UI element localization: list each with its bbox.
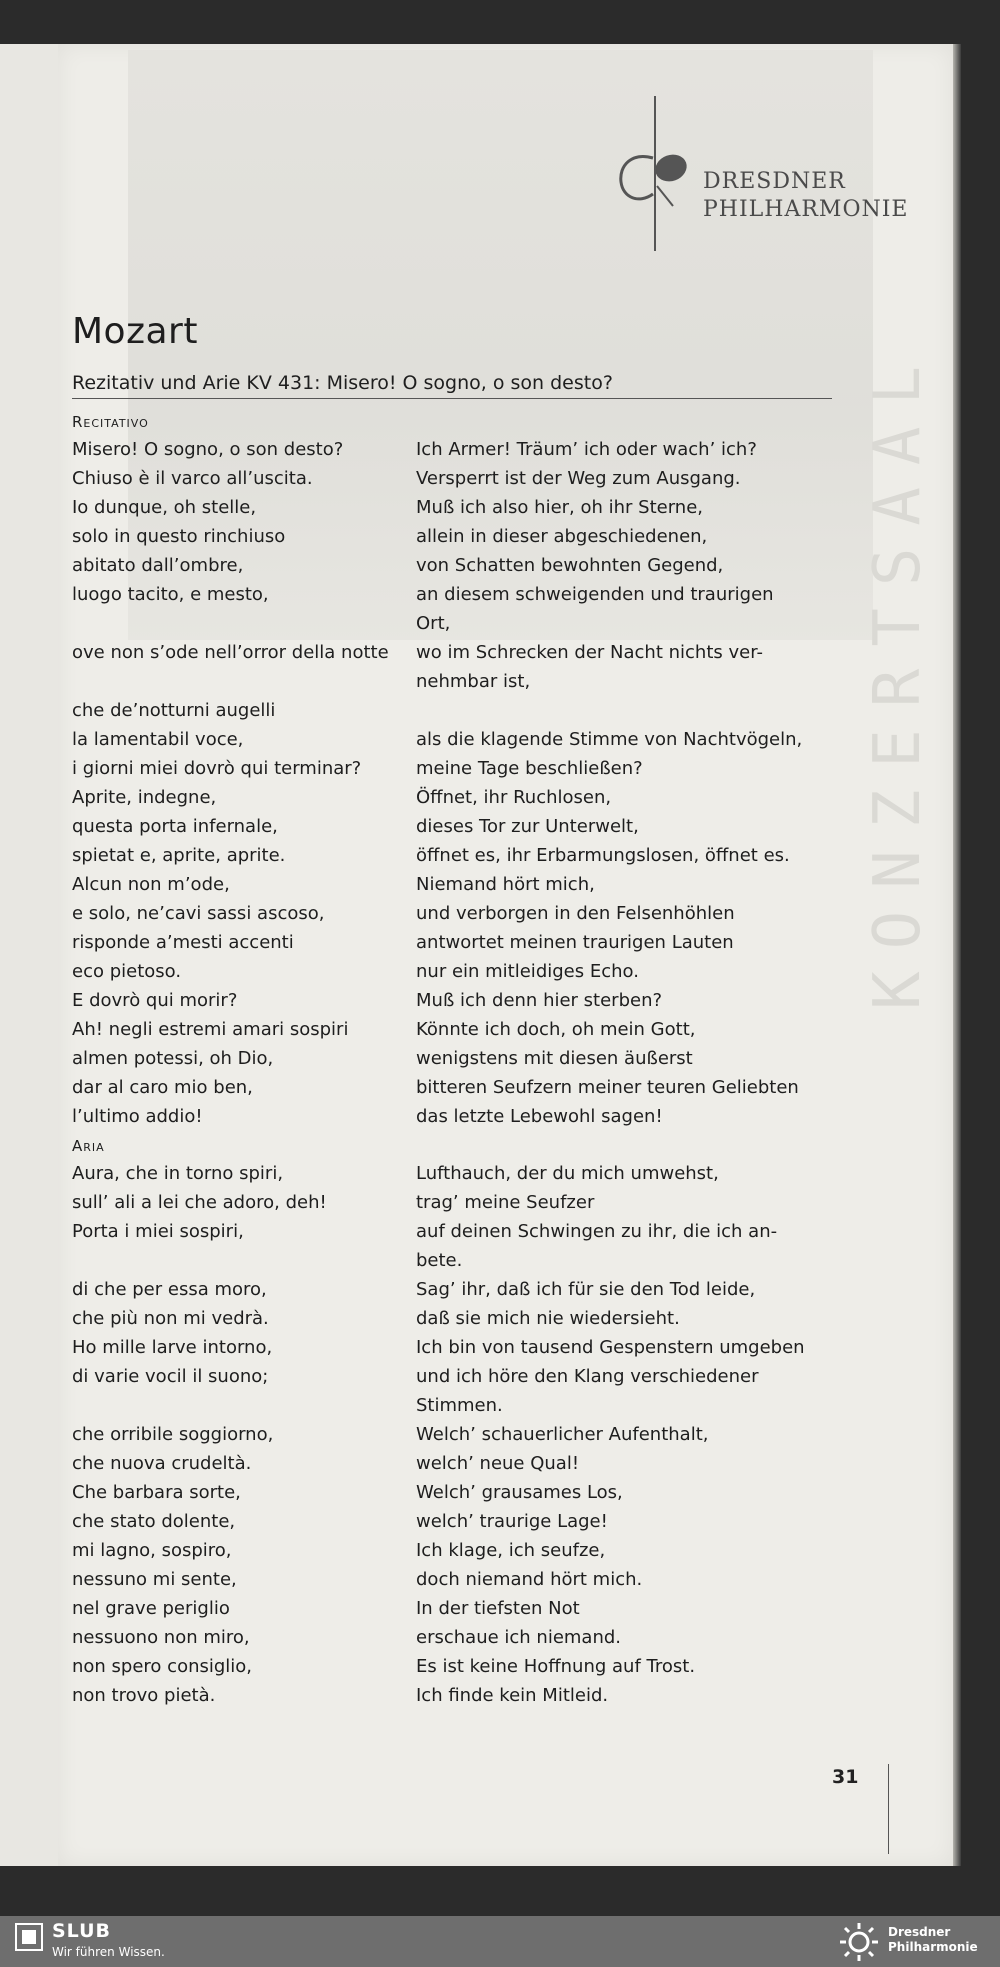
german-line: bete. [416, 1250, 463, 1271]
german-line: wo im Schrecken der Nacht nichts ver- [416, 642, 763, 663]
italian-line: Alcun non m’ode, [72, 874, 230, 895]
italian-line: mi lagno, sospiro, [72, 1540, 232, 1561]
recitativo-stanza [72, 696, 832, 1131]
german-line: welch’ traurige Lage! [416, 1511, 608, 1532]
italian-column [72, 435, 416, 638]
german-line: von Schatten bewohnten Gegend, [416, 555, 724, 576]
italian-line: eco pietoso. [72, 961, 182, 982]
page-number-rule [888, 1764, 889, 1854]
partner-sunburst-icon [838, 1921, 880, 1963]
recitativo-stanza [72, 435, 832, 638]
italian-line [72, 609, 416, 638]
german-line: Niemand hört mich, [416, 874, 595, 895]
italian-line: che più non mi vedrà. [72, 1308, 269, 1329]
aria-stanza [72, 1420, 832, 1710]
german-line: Muß ich also hier, oh ihr Sterne, [416, 497, 704, 518]
italian-column [72, 1420, 416, 1710]
italian-line: l’ultimo addio! [72, 1106, 203, 1127]
german-column [416, 1159, 832, 1275]
german-line: erschaue ich niemand. [416, 1627, 622, 1648]
section-label-recitativo: Recitativo [72, 413, 149, 431]
brand-line-1: DRESDNER [703, 169, 846, 194]
libretto-content [72, 310, 832, 1710]
italian-line [72, 667, 416, 696]
german-column [416, 638, 832, 696]
page-title: Mozart [72, 311, 198, 352]
german-line: Ich klage, ich seufze, [416, 1540, 606, 1561]
italian-line: Chiuso è il varco all’uscita. [72, 468, 313, 489]
italian-line: nel grave periglio [72, 1598, 230, 1619]
italian-line: risponde a’mesti accenti [72, 932, 294, 953]
german-line: als die klagende Stimme von Nachtvögeln, [416, 729, 803, 750]
italian-line: e solo, ne’cavi sassi ascoso, [72, 903, 325, 924]
viewer-footer-bar [0, 1916, 1000, 1967]
german-line: Welch’ schauerlicher Aufenthalt, [416, 1424, 709, 1445]
italian-column [72, 638, 416, 696]
italian-line: Porta i miei sospiri, [72, 1221, 244, 1242]
show-through-lettering: KONZERTSAAL [861, 344, 935, 1010]
german-line: öffnet es, ihr Erbarmungslosen, öffnet es. [416, 845, 790, 866]
italian-line: Ho mille larve intorno, [72, 1337, 273, 1358]
italian-column [72, 1275, 416, 1420]
german-line: Ich Armer! Träum’ ich oder wach’ ich? [416, 439, 757, 460]
german-line: auf deinen Schwingen zu ihr, die ich an- [416, 1221, 778, 1242]
italian-line: Misero! O sogno, o son desto? [72, 439, 344, 460]
italian-line: di varie vocil il suono; [72, 1366, 269, 1387]
italian-line: nessuono non miro, [72, 1627, 250, 1648]
german-line: Stimmen. [416, 1395, 503, 1416]
italian-line: spietat e, aprite, aprite. [72, 845, 286, 866]
italian-line: che nuova crudeltà. [72, 1453, 252, 1474]
german-line: bitteren Seufzern meiner teuren Geliebten [416, 1077, 799, 1098]
recitativo-text [72, 435, 832, 1131]
italian-line: i giorni miei dovrò qui terminar? [72, 758, 362, 779]
recitativo-stanza [72, 638, 832, 696]
german-line: und verborgen in den Felsenhöhlen [416, 903, 735, 924]
dresdner-philharmonie-logo [613, 86, 913, 256]
italian-line: ove non s’ode nell’orror della notte [72, 642, 389, 663]
partner-name-line-2: Philharmonie [888, 1940, 978, 1954]
german-line: Ich bin von tausend Gespenstern umgeben [416, 1337, 805, 1358]
italian-line: Che barbara sorte, [72, 1482, 241, 1503]
german-line: an diesem schweigenden und traurigen [416, 584, 774, 605]
german-line: antwortet meinen traurigen Lauten [416, 932, 734, 953]
library-name: SLUB [52, 1920, 112, 1942]
german-line: nur ein mitleidiges Echo. [416, 961, 639, 982]
italian-line [72, 1246, 416, 1275]
italian-line: questa porta infernale, [72, 816, 278, 837]
italian-line: sull’ ali a lei che adoro, deh! [72, 1192, 327, 1213]
philharmonie-mark-icon [613, 86, 693, 256]
italian-line: dar al caro mio ben, [72, 1077, 253, 1098]
german-line: doch niemand hört mich. [416, 1569, 643, 1590]
italian-column [72, 696, 416, 1131]
italian-line: che de’notturni augelli [72, 700, 276, 721]
italian-line: solo in questo rinchiuso [72, 526, 286, 547]
aria-stanza [72, 1159, 832, 1275]
german-line: Es ist keine Hoffnung auf Trost. [416, 1656, 696, 1677]
library-slogan: Wir führen Wissen. [52, 1945, 165, 1959]
german-line [416, 696, 832, 725]
german-column [416, 1275, 832, 1420]
german-line: nehmbar ist, [416, 671, 531, 692]
german-column [416, 435, 832, 638]
german-line: Versperrt ist der Weg zum Ausgang. [416, 468, 741, 489]
german-line: Lufthauch, der du mich umwehst, [416, 1163, 719, 1184]
page-number: 31 [832, 1766, 859, 1788]
german-line: welch’ neue Qual! [416, 1453, 580, 1474]
partner-name [888, 1925, 978, 1955]
italian-line [72, 1391, 416, 1420]
aria-stanza [72, 1275, 832, 1420]
previous-page-edge [0, 44, 60, 1866]
brand-line-2: PHILHARMONIE [703, 197, 909, 222]
italian-column [72, 1159, 416, 1275]
italian-line: E dovrò qui morir? [72, 990, 238, 1011]
german-column [416, 696, 832, 1131]
italian-line: Aura, che in torno spiri, [72, 1163, 284, 1184]
italian-line: abitato dall’ombre, [72, 555, 244, 576]
work-subtitle: Rezitativ und Arie KV 431: Misero! O sogno, o son desto? [72, 372, 832, 399]
german-line: wenigstens mit diesen äußerst [416, 1048, 693, 1069]
italian-line: di che per essa moro, [72, 1279, 267, 1300]
italian-line: la lamentabil voce, [72, 729, 244, 750]
german-line: meine Tage beschließen? [416, 758, 643, 779]
page-edge-shadow [953, 44, 961, 1866]
german-line: trag’ meine Seufzer [416, 1192, 595, 1213]
german-line: allein in dieser abgeschiedenen, [416, 526, 708, 547]
german-line: und ich höre den Klang verschiedener [416, 1366, 759, 1387]
german-line: dieses Tor zur Unterwelt, [416, 816, 639, 837]
german-line: das letzte Lebewohl sagen! [416, 1106, 663, 1127]
italian-line: luogo tacito, e mesto, [72, 584, 269, 605]
german-line: Ort, [416, 613, 451, 634]
italian-line: almen potessi, oh Dio, [72, 1048, 274, 1069]
italian-line: nessuno mi sente, [72, 1569, 237, 1590]
german-line: In der tiefsten Not [416, 1598, 580, 1619]
german-line: Ich finde kein Mitleid. [416, 1685, 609, 1706]
aria-text [72, 1159, 832, 1710]
italian-line: non trovo pietà. [72, 1685, 216, 1706]
german-line: Muß ich denn hier sterben? [416, 990, 663, 1011]
brand-wordmark [703, 168, 909, 224]
italian-line: Io dunque, oh stelle, [72, 497, 257, 518]
german-line: Könnte ich doch, oh mein Gott, [416, 1019, 696, 1040]
german-line: daß sie mich nie wiedersieht. [416, 1308, 680, 1329]
german-line: Welch’ grausames Los, [416, 1482, 623, 1503]
italian-line: Aprite, indegne, [72, 787, 217, 808]
partner-name-line-1: Dresdner [888, 1925, 951, 1939]
german-line: Sag’ ihr, daß ich für sie den Tod leide, [416, 1279, 756, 1300]
italian-line: Ah! negli estremi amari sospiri [72, 1019, 349, 1040]
slub-logo-icon [14, 1922, 44, 1952]
italian-line: non spero consiglio, [72, 1656, 253, 1677]
italian-line: che orribile soggiorno, [72, 1424, 274, 1445]
italian-line: che stato dolente, [72, 1511, 236, 1532]
section-label-aria: Aria [72, 1137, 105, 1155]
german-column [416, 1420, 832, 1710]
german-line: Öffnet, ihr Ruchlosen, [416, 787, 612, 808]
